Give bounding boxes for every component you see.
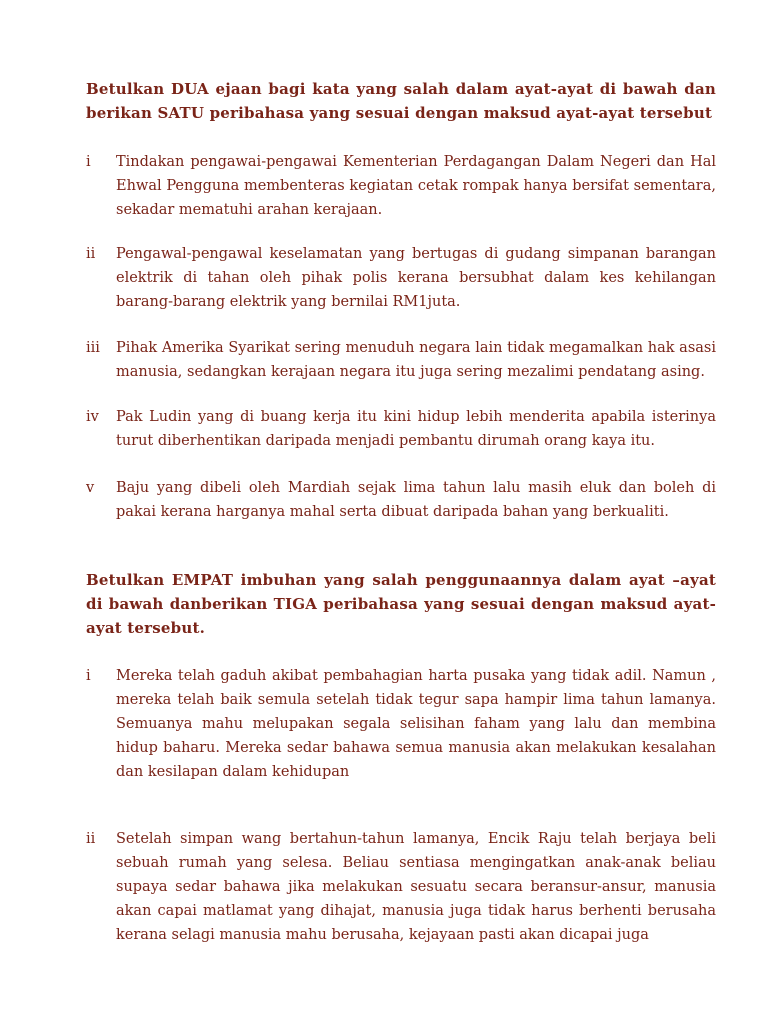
section1-item-iv — [86, 405, 716, 453]
item-number: iii — [86, 340, 100, 356]
section1-item-iii — [86, 336, 716, 384]
item-number: ii — [86, 246, 96, 262]
section2-heading: Betulkan EMPAT imbuhan yang salah penggunaannya dalam ayat –ayat di bawah danberikan TIGA peribahasa yang sesuai dengan maksud ayat-ayat tersebut. — [86, 571, 716, 637]
section1-item-v — [86, 476, 716, 524]
section1-item-ii — [86, 242, 716, 314]
item-text: Mereka telah gaduh akibat pembahagian harta pusaka yang tidak adil. Namun , mereka telah baik semula setelah tidak tegur sapa hampir lima tahun lamanya. Semuanya mahu melupakan segala selisihan faham yang lalu dan membina hidup baharu. Mereka sedar bahawa semua manusia akan melakukan kesalahan dan kesilapan dalam kehidupan — [116, 668, 716, 780]
item-text: Pihak Amerika Syarikat sering menuduh negara lain tidak megamalkan hak asasi manusia, sedangkan kerajaan negara itu juga sering mezalimi pendatang asing. — [116, 340, 716, 380]
section2-item-ii — [86, 827, 716, 947]
item-number: i — [86, 154, 91, 170]
item-text: Baju yang dibeli oleh Mardiah sejak lima tahun lalu masih eluk dan boleh di pakai kerana harganya mahal serta dibuat daripada bahan yang berkualiti. — [116, 480, 716, 520]
item-number: v — [86, 480, 95, 496]
section1-heading: Betulkan DUA ejaan bagi kata yang salah dalam ayat-ayat di bawah dan berikan SATU peribahasa yang sesuai dengan maksud ayat-ayat tersebut — [86, 80, 716, 122]
section1-item-i — [86, 150, 716, 222]
item-text: Pengawal-pengawal keselamatan yang bertugas di gudang simpanan barangan elektrik di tahan oleh pihak polis kerana bersubhat dalam kes kehilangan barang-barang elektrik yang bernilai RM1juta. — [116, 246, 716, 310]
item-number: i — [86, 668, 91, 684]
section2-item-i — [86, 664, 716, 784]
item-text: Pak Ludin yang di buang kerja itu kini hidup lebih menderita apabila isterinya turut diberhentikan daripada menjadi pembantu dirumah orang kaya itu. — [116, 409, 716, 449]
item-number: iv — [86, 409, 99, 425]
item-text: Setelah simpan wang bertahun-tahun lamanya, Encik Raju telah berjaya beli sebuah rumah yang selesa. Beliau sentiasa mengingatkan anak-anak beliau supaya sedar bahawa jika melakukan sesuatu secara beransur-ansur, manusia akan capai matlamat yang dihajat, manusia juga tidak harus berhenti berusaha kerana selagi manusia mahu berusaha, kejayaan pasti akan dicapai juga — [116, 831, 716, 943]
item-text: Tindakan pengawai-pengawai Kementerian Perdagangan Dalam Negeri dan Hal Ehwal Pengguna membenteras kegiatan cetak rompak hanya bersifat sementara, sekadar mematuhi arahan kerajaan. — [116, 154, 716, 218]
item-number: ii — [86, 831, 96, 847]
